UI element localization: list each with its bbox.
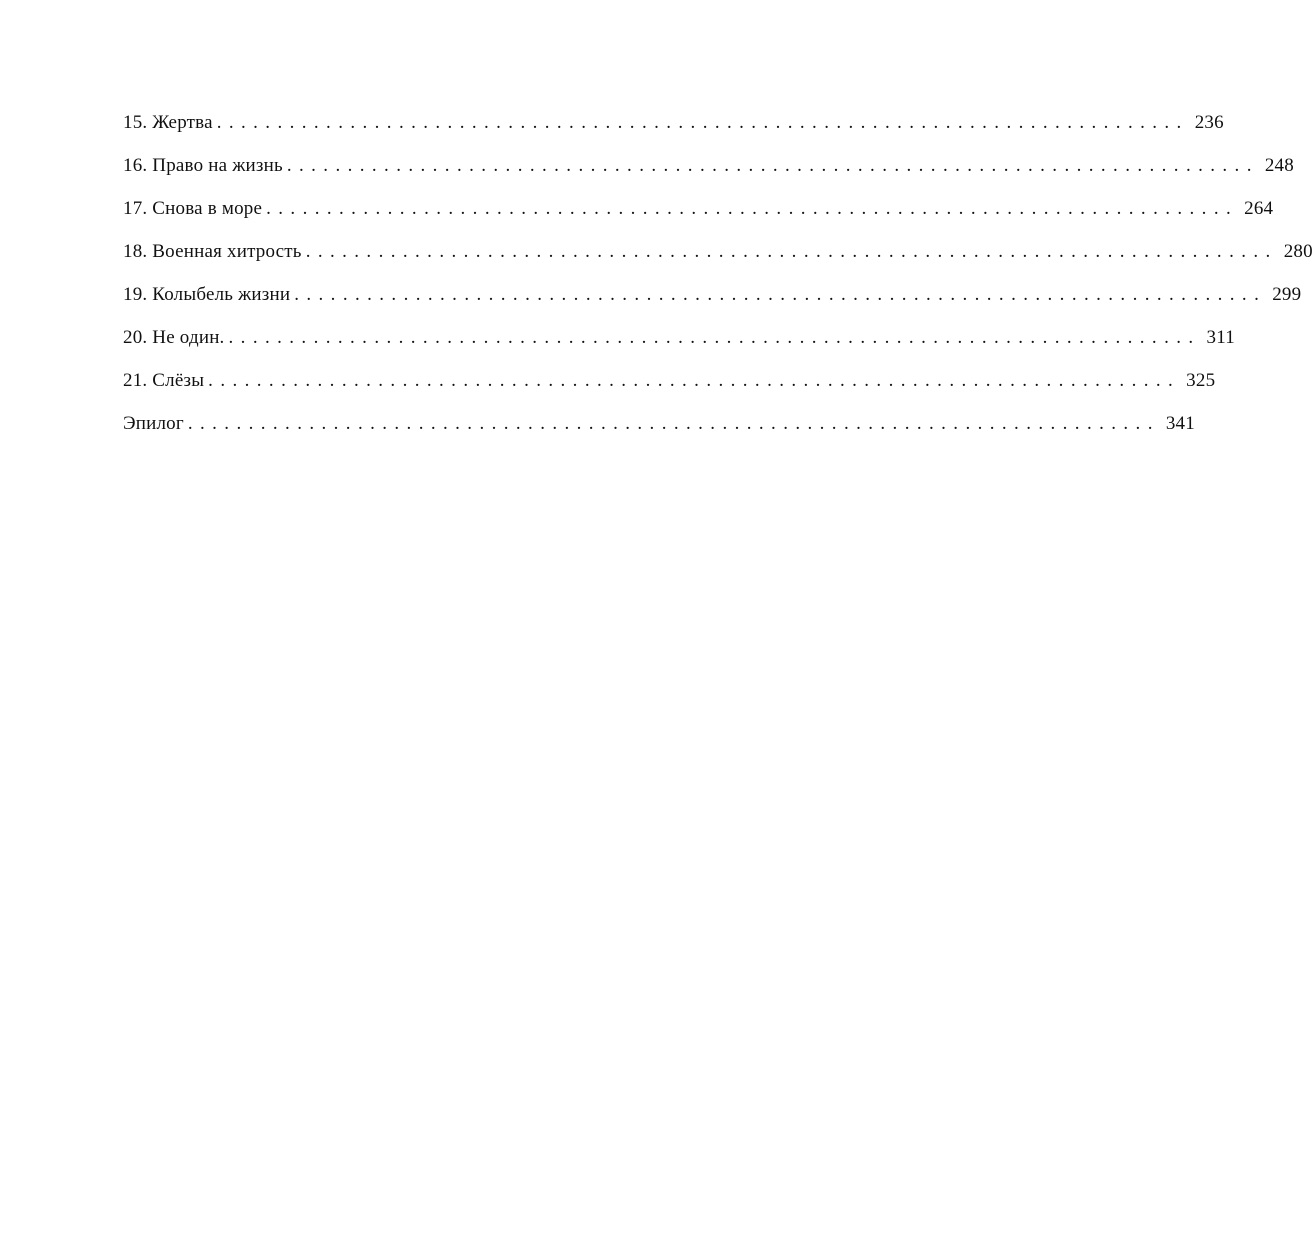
toc-entry[interactable]	[123, 112, 1224, 155]
dot-leader: ................................................................................	[208, 370, 1181, 391]
toc-entry-page: 341	[1165, 413, 1195, 434]
toc-entry[interactable]	[123, 284, 1302, 327]
toc-entry-title: 17. Снова в море	[123, 198, 263, 219]
toc-entry-title: 21. Слёзы	[123, 370, 205, 391]
toc-entry-title: 15. Жертва	[123, 112, 213, 133]
dot-leader: ................................................................................	[294, 284, 1267, 305]
toc-entry-page: 264	[1244, 198, 1274, 219]
toc-entry-title: 19. Колыбель жизни	[123, 284, 291, 305]
toc-entry-title: 18. Военная хитрость	[123, 241, 302, 262]
toc-entry-title: 16. Право на жизнь	[123, 155, 283, 176]
toc-entry[interactable]	[123, 198, 1274, 241]
dot-leader: ................................................................................	[187, 413, 1160, 434]
toc-entry-page: 311	[1206, 327, 1235, 348]
toc-entry-page: 280	[1283, 241, 1313, 262]
dot-leader: ................................................................................	[305, 241, 1278, 262]
toc-entry-page: 299	[1272, 284, 1302, 305]
toc-entry[interactable]	[123, 413, 1195, 456]
table-of-contents	[123, 112, 1313, 456]
toc-entry-title: Эпилог	[123, 413, 184, 434]
toc-entry-page: 236	[1194, 112, 1224, 133]
dot-leader: ................................................................................	[228, 327, 1201, 348]
toc-entry-page: 325	[1186, 370, 1216, 391]
toc-entry[interactable]	[123, 327, 1235, 370]
toc-entry[interactable]	[123, 241, 1313, 284]
toc-entry[interactable]	[123, 370, 1216, 413]
toc-entry-title: 20. Не один.	[123, 327, 225, 348]
dot-leader: ................................................................................	[216, 112, 1189, 133]
toc-entry-page: 248	[1264, 155, 1294, 176]
dot-leader: ................................................................................	[286, 155, 1259, 176]
toc-entry[interactable]	[123, 155, 1294, 198]
dot-leader: ................................................................................	[266, 198, 1239, 219]
